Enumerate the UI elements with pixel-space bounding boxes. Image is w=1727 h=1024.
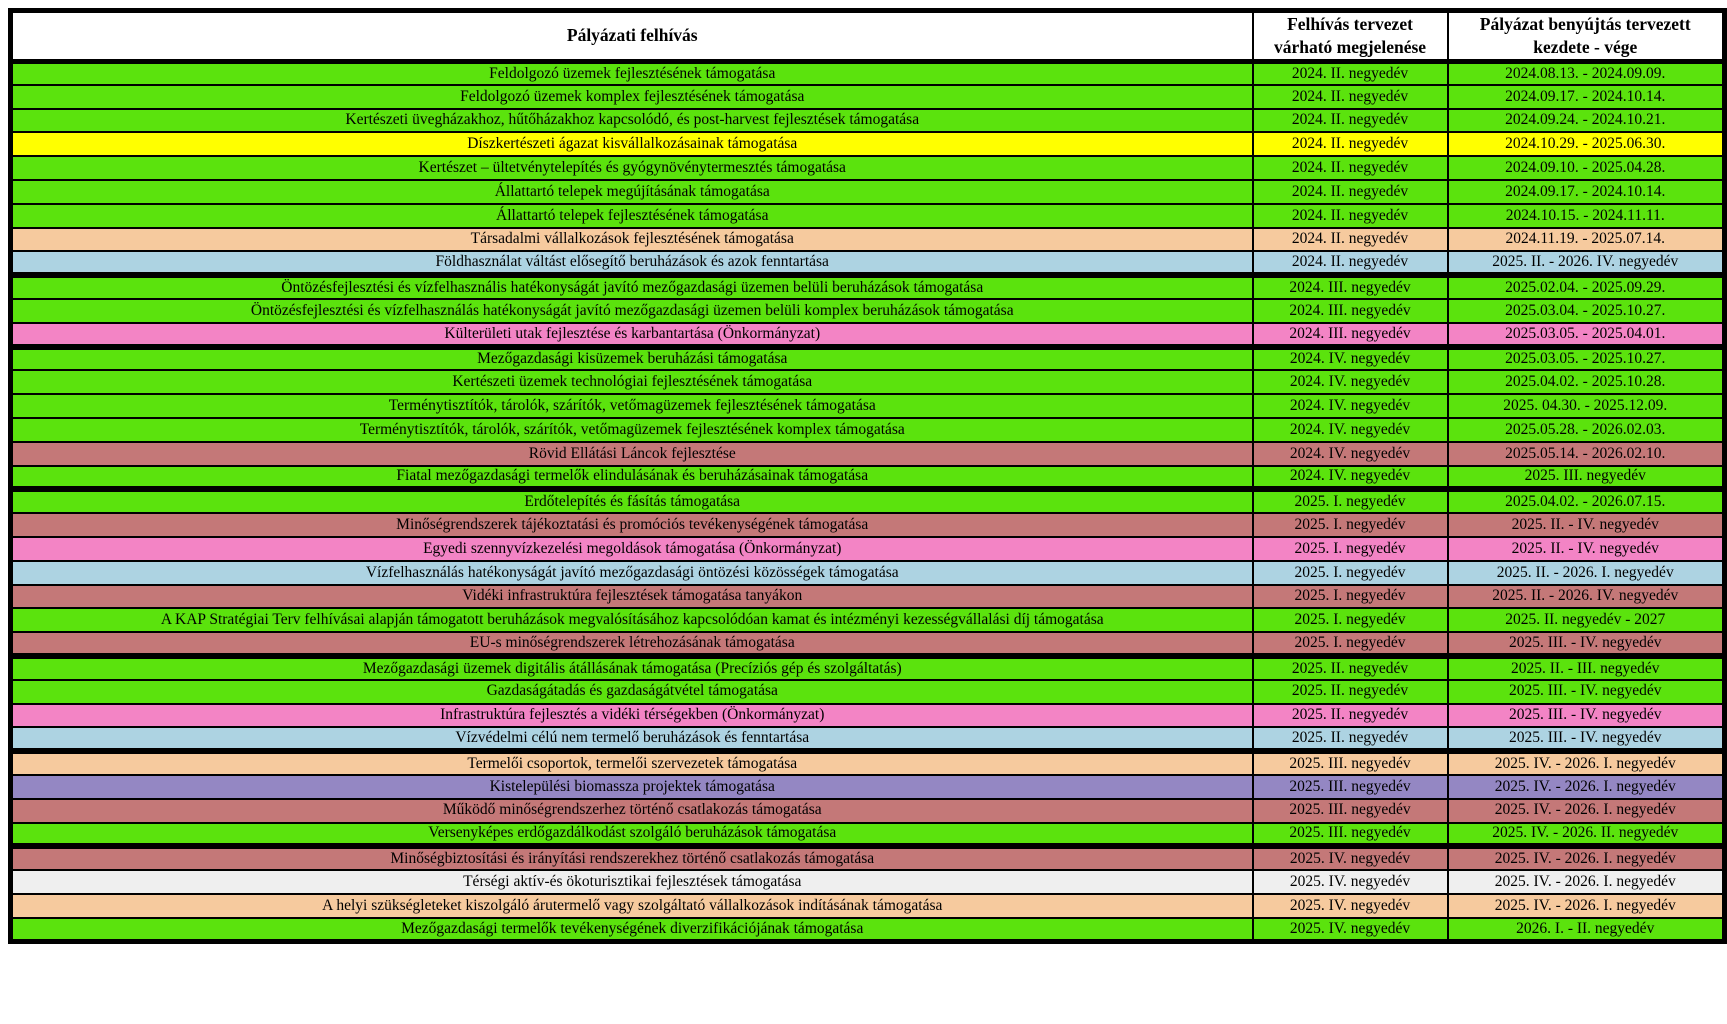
dates-cell: 2024.09.17. - 2024.10.14. bbox=[1448, 85, 1725, 109]
call-title-cell: Társadalmi vállalkozások fejlesztésének támogatása bbox=[11, 228, 1253, 252]
table-row bbox=[11, 228, 1725, 252]
quarter-cell: 2025. III. negyedév bbox=[1253, 823, 1448, 847]
quarter-cell: 2024. III. negyedév bbox=[1253, 323, 1448, 347]
table-row bbox=[11, 251, 1725, 275]
call-title-cell: Öntözésfejlesztési és vízfelhasználás hatékonyságát javító mezőgazdasági üzemen belüli komplex beruházások támogatása bbox=[11, 299, 1253, 323]
call-title-cell: Mezőgazdasági termelők tevékenységének diverzifikációjának támogatása bbox=[11, 918, 1253, 942]
call-title-cell: Feldolgozó üzemek fejlesztésének támogatása bbox=[11, 61, 1253, 85]
dates-cell: 2025. II. - IV. negyedév bbox=[1448, 513, 1725, 537]
quarter-cell: 2024. IV. negyedév bbox=[1253, 442, 1448, 466]
quarter-cell: 2025. I. negyedév bbox=[1253, 537, 1448, 561]
dates-cell: 2025. 04.30. - 2025.12.09. bbox=[1448, 394, 1725, 418]
dates-cell: 2026. I. - II. negyedév bbox=[1448, 918, 1725, 942]
dates-cell: 2025.04.02. - 2026.07.15. bbox=[1448, 489, 1725, 513]
quarter-cell: 2024. II. negyedév bbox=[1253, 228, 1448, 252]
table-row bbox=[11, 442, 1725, 466]
quarter-cell: 2024. II. negyedév bbox=[1253, 85, 1448, 109]
table-row bbox=[11, 204, 1725, 228]
quarter-cell: 2025. III. negyedév bbox=[1253, 775, 1448, 799]
call-title-cell: Mezőgazdasági üzemek digitális átállásának támogatása (Precíziós gép és szolgáltatás) bbox=[11, 656, 1253, 680]
call-title-cell: Mezőgazdasági kisüzemek beruházási támogatása bbox=[11, 347, 1253, 371]
quarter-cell: 2025. II. negyedév bbox=[1253, 704, 1448, 728]
table-row bbox=[11, 299, 1725, 323]
table-row bbox=[11, 608, 1725, 632]
table-row bbox=[11, 466, 1725, 490]
table-row bbox=[11, 370, 1725, 394]
table-row bbox=[11, 585, 1725, 609]
dates-cell: 2024.10.15. - 2024.11.11. bbox=[1448, 204, 1725, 228]
call-title-cell: Egyedi szennyvízkezelési megoldások támogatása (Önkormányzat) bbox=[11, 537, 1253, 561]
header-submission-period: Pályázat benyújtás tervezett kezdete - vége bbox=[1448, 11, 1725, 62]
dates-cell: 2025. III. - IV. negyedév bbox=[1448, 632, 1725, 656]
quarter-cell: 2025. I. negyedév bbox=[1253, 513, 1448, 537]
table-body bbox=[11, 61, 1725, 941]
call-title-cell: EU-s minőségrendszerek létrehozásának támogatása bbox=[11, 632, 1253, 656]
table-row bbox=[11, 394, 1725, 418]
quarter-cell: 2024. III. negyedév bbox=[1253, 275, 1448, 299]
call-title-cell: Kertészet – ültetvénytelepítés és gyógynövénytermesztés támogatása bbox=[11, 156, 1253, 180]
dates-cell: 2025. II. - III. negyedév bbox=[1448, 656, 1725, 680]
dates-cell: 2025. IV. - 2026. I. negyedév bbox=[1448, 894, 1725, 918]
quarter-cell: 2024. II. negyedév bbox=[1253, 180, 1448, 204]
call-title-cell: A KAP Stratégiai Terv felhívásai alapján támogatott beruházások megvalósításához kapcsolódóan kamat és intézményi kezességvállalási díj támogatása bbox=[11, 608, 1253, 632]
table-row bbox=[11, 704, 1725, 728]
table-row bbox=[11, 751, 1725, 775]
table-row bbox=[11, 727, 1725, 751]
quarter-cell: 2024. II. negyedév bbox=[1253, 109, 1448, 133]
call-title-cell: Erdőtelepítés és fásítás támogatása bbox=[11, 489, 1253, 513]
call-title-cell: Vidéki infrastruktúra fejlesztések támogatása tanyákon bbox=[11, 585, 1253, 609]
call-title-cell: Öntözésfejlesztési és vízfelhasznális hatékonyságát javító mezőgazdasági üzemen belüli beruházások támogatása bbox=[11, 275, 1253, 299]
quarter-cell: 2025. I. negyedév bbox=[1253, 489, 1448, 513]
call-title-cell: Infrastruktúra fejlesztés a vidéki térségekben (Önkormányzat) bbox=[11, 704, 1253, 728]
quarter-cell: 2025. IV. negyedév bbox=[1253, 870, 1448, 894]
call-title-cell: Kistelepülési biomassza projektek támogatása bbox=[11, 775, 1253, 799]
dates-cell: 2025. IV. - 2026. I. negyedév bbox=[1448, 846, 1725, 870]
dates-cell: 2025.03.05. - 2025.10.27. bbox=[1448, 347, 1725, 371]
call-title-cell: Kertészeti üzemek technológiai fejlesztésének támogatása bbox=[11, 370, 1253, 394]
call-title-cell: Terménytisztítók, tárolók, szárítók, vetőmagüzemek fejlesztésének komplex támogatása bbox=[11, 418, 1253, 442]
call-title-cell: Kertészeti üvegházakhoz, hűtőházakhoz kapcsolódó, és post-harvest fejlesztések támogatása bbox=[11, 109, 1253, 133]
dates-cell: 2024.09.24. - 2024.10.21. bbox=[1448, 109, 1725, 133]
quarter-cell: 2024. IV. negyedév bbox=[1253, 418, 1448, 442]
table-row bbox=[11, 61, 1725, 85]
table-row bbox=[11, 656, 1725, 680]
dates-cell: 2025. II. negyedév - 2027 bbox=[1448, 608, 1725, 632]
call-title-cell: Térségi aktív-és ökoturisztikai fejlesztések támogatása bbox=[11, 870, 1253, 894]
quarter-cell: 2025. III. negyedév bbox=[1253, 751, 1448, 775]
dates-cell: 2025. IV. - 2026. II. negyedév bbox=[1448, 823, 1725, 847]
table-row bbox=[11, 275, 1725, 299]
call-title-cell: Minőségbiztosítási és irányítási rendszerekhez történő csatlakozás támogatása bbox=[11, 846, 1253, 870]
quarter-cell: 2024. II. negyedév bbox=[1253, 204, 1448, 228]
quarter-cell: 2025. II. negyedév bbox=[1253, 656, 1448, 680]
dates-cell: 2025. II. - IV. negyedév bbox=[1448, 537, 1725, 561]
call-title-cell: Földhasználat váltást elősegítő beruházások és azok fenntartása bbox=[11, 251, 1253, 275]
table-row bbox=[11, 489, 1725, 513]
call-title-cell: Külterületi utak fejlesztése és karbantartása (Önkormányzat) bbox=[11, 323, 1253, 347]
call-title-cell: Termelői csoportok, termelői szervezetek támogatása bbox=[11, 751, 1253, 775]
dates-cell: 2025. IV. - 2026. I. negyedév bbox=[1448, 751, 1725, 775]
call-title-cell: Versenyképes erdőgazdálkodást szolgáló beruházások támogatása bbox=[11, 823, 1253, 847]
dates-cell: 2024.08.13. - 2024.09.09. bbox=[1448, 61, 1725, 85]
quarter-cell: 2025. I. negyedév bbox=[1253, 561, 1448, 585]
dates-cell: 2024.10.29. - 2025.06.30. bbox=[1448, 132, 1725, 156]
dates-cell: 2024.11.19. - 2025.07.14. bbox=[1448, 228, 1725, 252]
table-row bbox=[11, 680, 1725, 704]
quarter-cell: 2025. IV. negyedév bbox=[1253, 894, 1448, 918]
table-row bbox=[11, 918, 1725, 942]
table-row bbox=[11, 156, 1725, 180]
call-title-cell: Gazdaságátadás és gazdaságátvétel támogatása bbox=[11, 680, 1253, 704]
quarter-cell: 2024. IV. negyedév bbox=[1253, 370, 1448, 394]
table-row bbox=[11, 180, 1725, 204]
dates-cell: 2025. IV. - 2026. I. negyedév bbox=[1448, 870, 1725, 894]
quarter-cell: 2024. IV. negyedév bbox=[1253, 347, 1448, 371]
dates-cell: 2025. III. - IV. negyedév bbox=[1448, 704, 1725, 728]
dates-cell: 2025.02.04. - 2025.09.29. bbox=[1448, 275, 1725, 299]
dates-cell: 2025. III. - IV. negyedév bbox=[1448, 727, 1725, 751]
call-title-cell: Állattartó telepek fejlesztésének támogatása bbox=[11, 204, 1253, 228]
call-title-cell: A helyi szükségleteket kiszolgáló árutermelő vagy szolgáltató vállalkozások indításának támogatása bbox=[11, 894, 1253, 918]
quarter-cell: 2024. II. negyedév bbox=[1253, 61, 1448, 85]
quarter-cell: 2025. IV. negyedév bbox=[1253, 918, 1448, 942]
quarter-cell: 2025. II. negyedév bbox=[1253, 727, 1448, 751]
quarter-cell: 2025. I. negyedév bbox=[1253, 632, 1448, 656]
table-row bbox=[11, 894, 1725, 918]
table-row bbox=[11, 132, 1725, 156]
table-row bbox=[11, 561, 1725, 585]
table-row bbox=[11, 632, 1725, 656]
call-title-cell: Minőségrendszerek tájékoztatási és promóciós tevékenységének támogatása bbox=[11, 513, 1253, 537]
dates-cell: 2025. II. - 2026. IV. negyedév bbox=[1448, 251, 1725, 275]
quarter-cell: 2025. II. negyedév bbox=[1253, 680, 1448, 704]
table-row bbox=[11, 347, 1725, 371]
table-row bbox=[11, 513, 1725, 537]
quarter-cell: 2025. IV. negyedév bbox=[1253, 846, 1448, 870]
quarter-cell: 2024. II. negyedév bbox=[1253, 156, 1448, 180]
dates-cell: 2024.09.17. - 2024.10.14. bbox=[1448, 180, 1725, 204]
table-row bbox=[11, 870, 1725, 894]
table-row bbox=[11, 418, 1725, 442]
dates-cell: 2025. IV. - 2026. I. negyedév bbox=[1448, 799, 1725, 823]
call-title-cell: Vízfelhasználás hatékonyságát javító mezőgazdasági öntözési közösségek támogatása bbox=[11, 561, 1253, 585]
call-title-cell: Vízvédelmi célú nem termelő beruházások és fenntartása bbox=[11, 727, 1253, 751]
table-row bbox=[11, 775, 1725, 799]
dates-cell: 2025.04.02. - 2025.10.28. bbox=[1448, 370, 1725, 394]
table-row bbox=[11, 109, 1725, 133]
dates-cell: 2025. II. - 2026. I. negyedév bbox=[1448, 561, 1725, 585]
call-title-cell: Fiatal mezőgazdasági termelők elindulásának és beruházásainak támogatása bbox=[11, 466, 1253, 490]
table-row bbox=[11, 799, 1725, 823]
grants-schedule-table bbox=[8, 8, 1727, 944]
dates-cell: 2025.03.05. - 2025.04.01. bbox=[1448, 323, 1725, 347]
quarter-cell: 2024. II. negyedév bbox=[1253, 132, 1448, 156]
quarter-cell: 2024. II. negyedév bbox=[1253, 251, 1448, 275]
call-title-cell: Díszkertészeti ágazat kisvállalkozásainak támogatása bbox=[11, 132, 1253, 156]
quarter-cell: 2025. III. negyedév bbox=[1253, 799, 1448, 823]
call-title-cell: Állattartó telepek megújításának támogatása bbox=[11, 180, 1253, 204]
dates-cell: 2024.09.10. - 2025.04.28. bbox=[1448, 156, 1725, 180]
call-title-cell: Feldolgozó üzemek komplex fejlesztésének támogatása bbox=[11, 85, 1253, 109]
dates-cell: 2025.03.04. - 2025.10.27. bbox=[1448, 299, 1725, 323]
table-row bbox=[11, 823, 1725, 847]
table-row bbox=[11, 537, 1725, 561]
call-title-cell: Terménytisztítók, tárolók, szárítók, vetőmagüzemek fejlesztésének támogatása bbox=[11, 394, 1253, 418]
dates-cell: 2025.05.14. - 2026.02.10. bbox=[1448, 442, 1725, 466]
dates-cell: 2025. III. negyedév bbox=[1448, 466, 1725, 490]
dates-cell: 2025. IV. - 2026. I. negyedév bbox=[1448, 775, 1725, 799]
table-row bbox=[11, 323, 1725, 347]
dates-cell: 2025. III. - IV. negyedév bbox=[1448, 680, 1725, 704]
quarter-cell: 2024. IV. negyedév bbox=[1253, 394, 1448, 418]
header-row bbox=[11, 11, 1725, 62]
quarter-cell: 2025. I. negyedév bbox=[1253, 608, 1448, 632]
call-title-cell: Rövid Ellátási Láncok fejlesztése bbox=[11, 442, 1253, 466]
quarter-cell: 2025. I. negyedév bbox=[1253, 585, 1448, 609]
quarter-cell: 2024. III. negyedév bbox=[1253, 299, 1448, 323]
table-row bbox=[11, 85, 1725, 109]
quarter-cell: 2024. IV. negyedév bbox=[1253, 466, 1448, 490]
header-call-title: Pályázati felhívás bbox=[11, 11, 1253, 62]
table-row bbox=[11, 846, 1725, 870]
call-title-cell: Működő minőségrendszerhez történő csatlakozás támogatása bbox=[11, 799, 1253, 823]
dates-cell: 2025.05.28. - 2026.02.03. bbox=[1448, 418, 1725, 442]
header-draft-publication: Felhívás tervezet várható megjelenése bbox=[1253, 11, 1448, 62]
dates-cell: 2025. II. - 2026. IV. negyedév bbox=[1448, 585, 1725, 609]
